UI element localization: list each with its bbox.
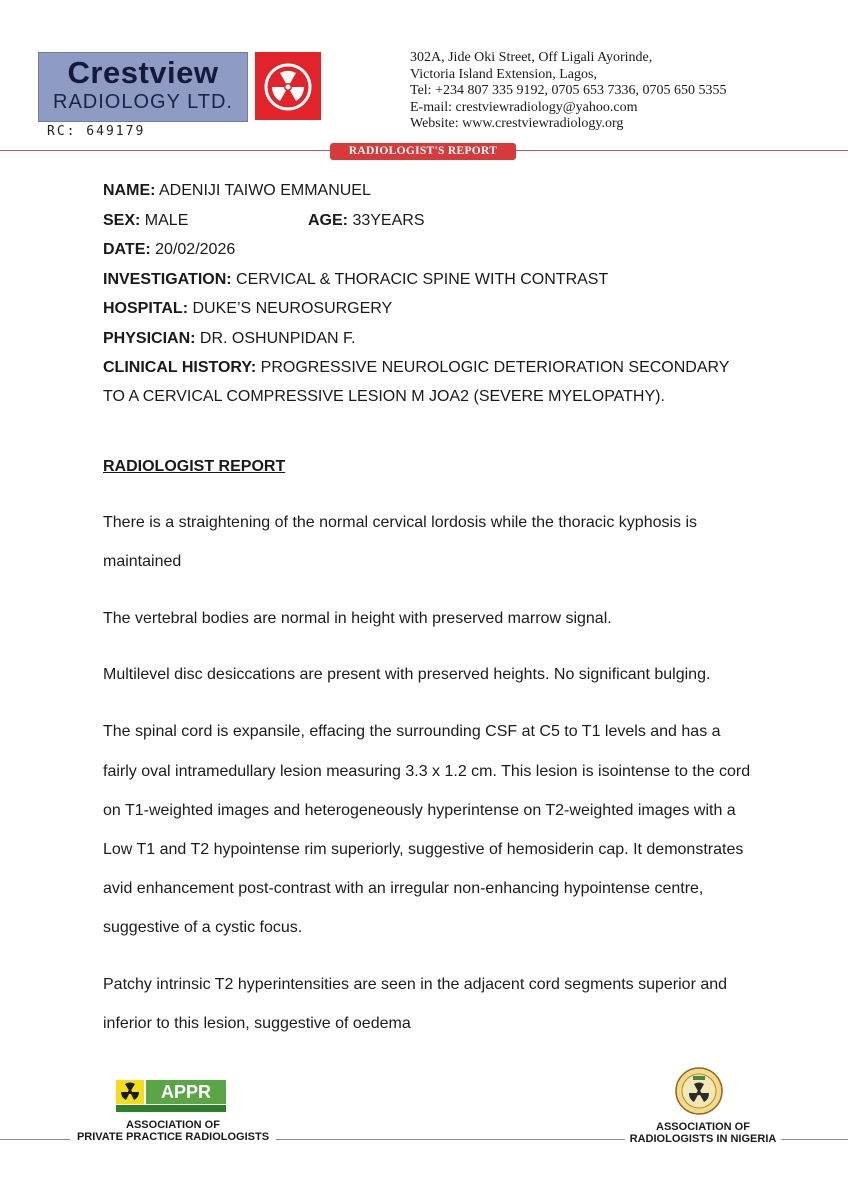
hospital-label: HOSPITAL:	[103, 300, 189, 317]
arn-association-name	[625, 1121, 781, 1145]
rc-number: RC: 649179	[47, 124, 146, 139]
clinical-history	[103, 359, 729, 377]
age-label: AGE:	[308, 212, 348, 229]
appr-logo	[116, 1078, 226, 1112]
investigation-label: INVESTIGATION:	[103, 271, 232, 288]
appr-association-name	[70, 1119, 276, 1143]
report-line: Low T1 and T2 hypointense rim superiorly, suggestive of hemosiderin cap. It demonstrates	[103, 841, 744, 858]
age-value: 33YEARS	[352, 212, 425, 229]
report-banner: RADIOLOGIST'S REPORT	[330, 143, 516, 160]
report-line: inferior to this lesion, suggestive of oedema	[103, 1015, 411, 1032]
name-label: NAME:	[103, 182, 156, 199]
physician	[103, 330, 355, 348]
report-line: maintained	[103, 553, 182, 570]
report-line: The spinal cord is expansile, effacing the surrounding CSF at C5 to T1 levels and has a	[103, 723, 721, 740]
report-line: There is a straightening of the normal cervical lordosis while the thoracic kyphosis is	[103, 514, 698, 531]
report-line: avid enhancement post-contrast with an irregular non-enhancing hypointense centre,	[103, 880, 704, 897]
sex-value: MALE	[144, 212, 189, 229]
patient-sex	[103, 212, 188, 230]
date-label: DATE:	[103, 241, 151, 258]
report-line: fairly oval intramedullary lesion measuring 3.3 x 1.2 cm. This lesion is isointense to the cord	[103, 763, 751, 780]
investigation	[103, 271, 608, 289]
history-label: CLINICAL HISTORY:	[103, 359, 257, 376]
hospital-value: DUKE’S NEUROSURGERY	[192, 300, 393, 317]
appr-badge-text: APPR	[160, 1082, 211, 1102]
patient-age	[308, 212, 425, 230]
report-line: The vertebral bodies are normal in height with preserved marrow signal.	[103, 610, 612, 627]
physician-value: DR. OSHUNPIDAN F.	[199, 330, 356, 347]
patient-name	[103, 182, 371, 200]
address-line: 302A, Jide Oki Street, Off Ligali Ayorinde,	[410, 50, 653, 65]
phone-line: Tel: +234 807 335 9192, 0705 653 7336, 0705 650 5355	[410, 83, 727, 99]
report-line: on T1-weighted images and heterogeneously hyperintense on T2-weighted images with a	[103, 802, 736, 819]
report-date	[103, 241, 235, 259]
report-line: suggestive of a cystic focus.	[103, 919, 303, 936]
company-logo	[38, 52, 248, 122]
report-section-title: RADIOLOGIST REPORT	[103, 458, 286, 475]
arn-line2: RADIOLOGISTS IN NIGERIA	[629, 1133, 777, 1145]
history-value: PROGRESSIVE NEUROLOGIC DETERIORATION SECONDARY	[260, 359, 730, 376]
appr-badge-box	[146, 1080, 226, 1104]
appr-line2: PRIVATE PRACTICE RADIOLOGISTS	[76, 1131, 270, 1143]
address-line: Victoria Island Extension, Lagos,	[410, 66, 597, 82]
email-line: E-mail: crestviewradiology@yahoo.com	[410, 99, 638, 115]
report-line: Patchy intrinsic T2 hyperintensities are seen in the adjacent cord segments superior and	[103, 976, 728, 993]
radiation-trefoil-icon	[116, 1080, 144, 1104]
investigation-value: CERVICAL & THORACIC SPINE WITH CONTRAST	[236, 271, 609, 288]
appr-line1: ASSOCIATION OF	[126, 1119, 220, 1131]
hospital	[103, 300, 392, 318]
date-value: 20/02/2026	[155, 241, 236, 258]
clinical-history-continued: TO A CERVICAL COMPRESSIVE LESION M JOA2 (SEVERE MYELOPATHY).	[103, 388, 665, 405]
company-address	[410, 50, 726, 133]
radiation-trefoil-icon	[255, 52, 321, 120]
report-line: Multilevel disc desiccations are present with preserved heights. No significant bulging.	[103, 666, 711, 683]
name-value: ADENIJI TAIWO EMMANUEL	[159, 182, 371, 199]
physician-label: PHYSICIAN:	[103, 330, 196, 347]
website-line: Website: www.crestviewradiology.org	[410, 116, 624, 132]
sex-label: SEX:	[103, 212, 141, 229]
arn-line1: ASSOCIATION OF	[656, 1121, 750, 1133]
arn-seal-icon	[674, 1066, 724, 1116]
logo-name: Crestview	[67, 55, 219, 90]
logo-subtitle: RADIOLOGY LTD.	[53, 91, 233, 113]
appr-strip	[116, 1105, 226, 1112]
